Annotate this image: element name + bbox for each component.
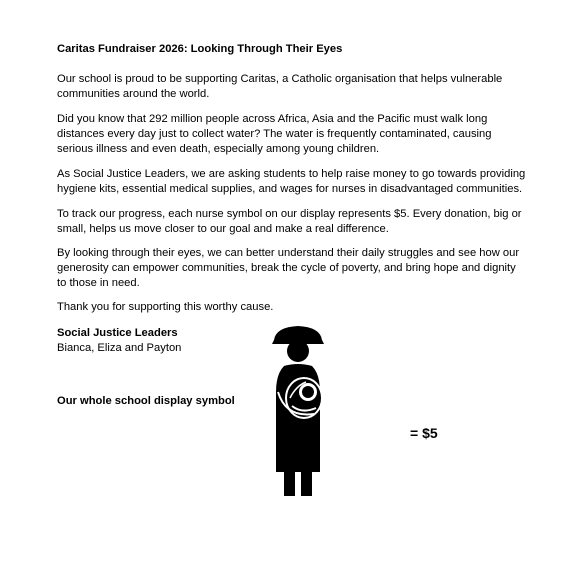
paragraph-water-facts: Did you know that 292 million people across Africa, Asia and the Pacific must walk long distances every day just to collect water? The water is frequently contaminated, causing serious illness and even death, especially among young children. — [57, 113, 492, 155]
nurse-holding-baby-icon — [262, 322, 334, 500]
paragraph-intro: Our school is proud to be supporting Caritas, a Catholic organisation that helps vulnerable communities around the world. — [57, 73, 503, 100]
paragraph-fundraising-goal: As Social Justice Leaders, we are asking students to help raise money to go towards providing hygiene kits, essential medical supplies, and wages for nurses in disadvantaged communities. — [57, 168, 526, 195]
paragraph-thank-you: Thank you for supporting this worthy cause. — [57, 301, 274, 313]
signature-heading: Social Justice Leaders — [57, 327, 178, 339]
display-symbol-label: Our whole school display symbol — [57, 395, 235, 407]
paragraph-tracking: To track our progress, each nurse symbol on our display represents $5. Every donation, big or small, helps us move closer to our goal and make a real difference. — [57, 208, 522, 235]
document-title: Caritas Fundraiser 2026: Looking Through Their Eyes — [57, 43, 343, 55]
paragraph-looking-through: By looking through their eyes, we can better understand their daily struggles and see how our generosity can empower communities, break the cycle of poverty, and bring hope and dignity to those in need. — [57, 247, 520, 289]
symbol-value-text: = $5 — [410, 425, 438, 441]
signature-names: Bianca, Eliza and Payton — [57, 342, 182, 354]
